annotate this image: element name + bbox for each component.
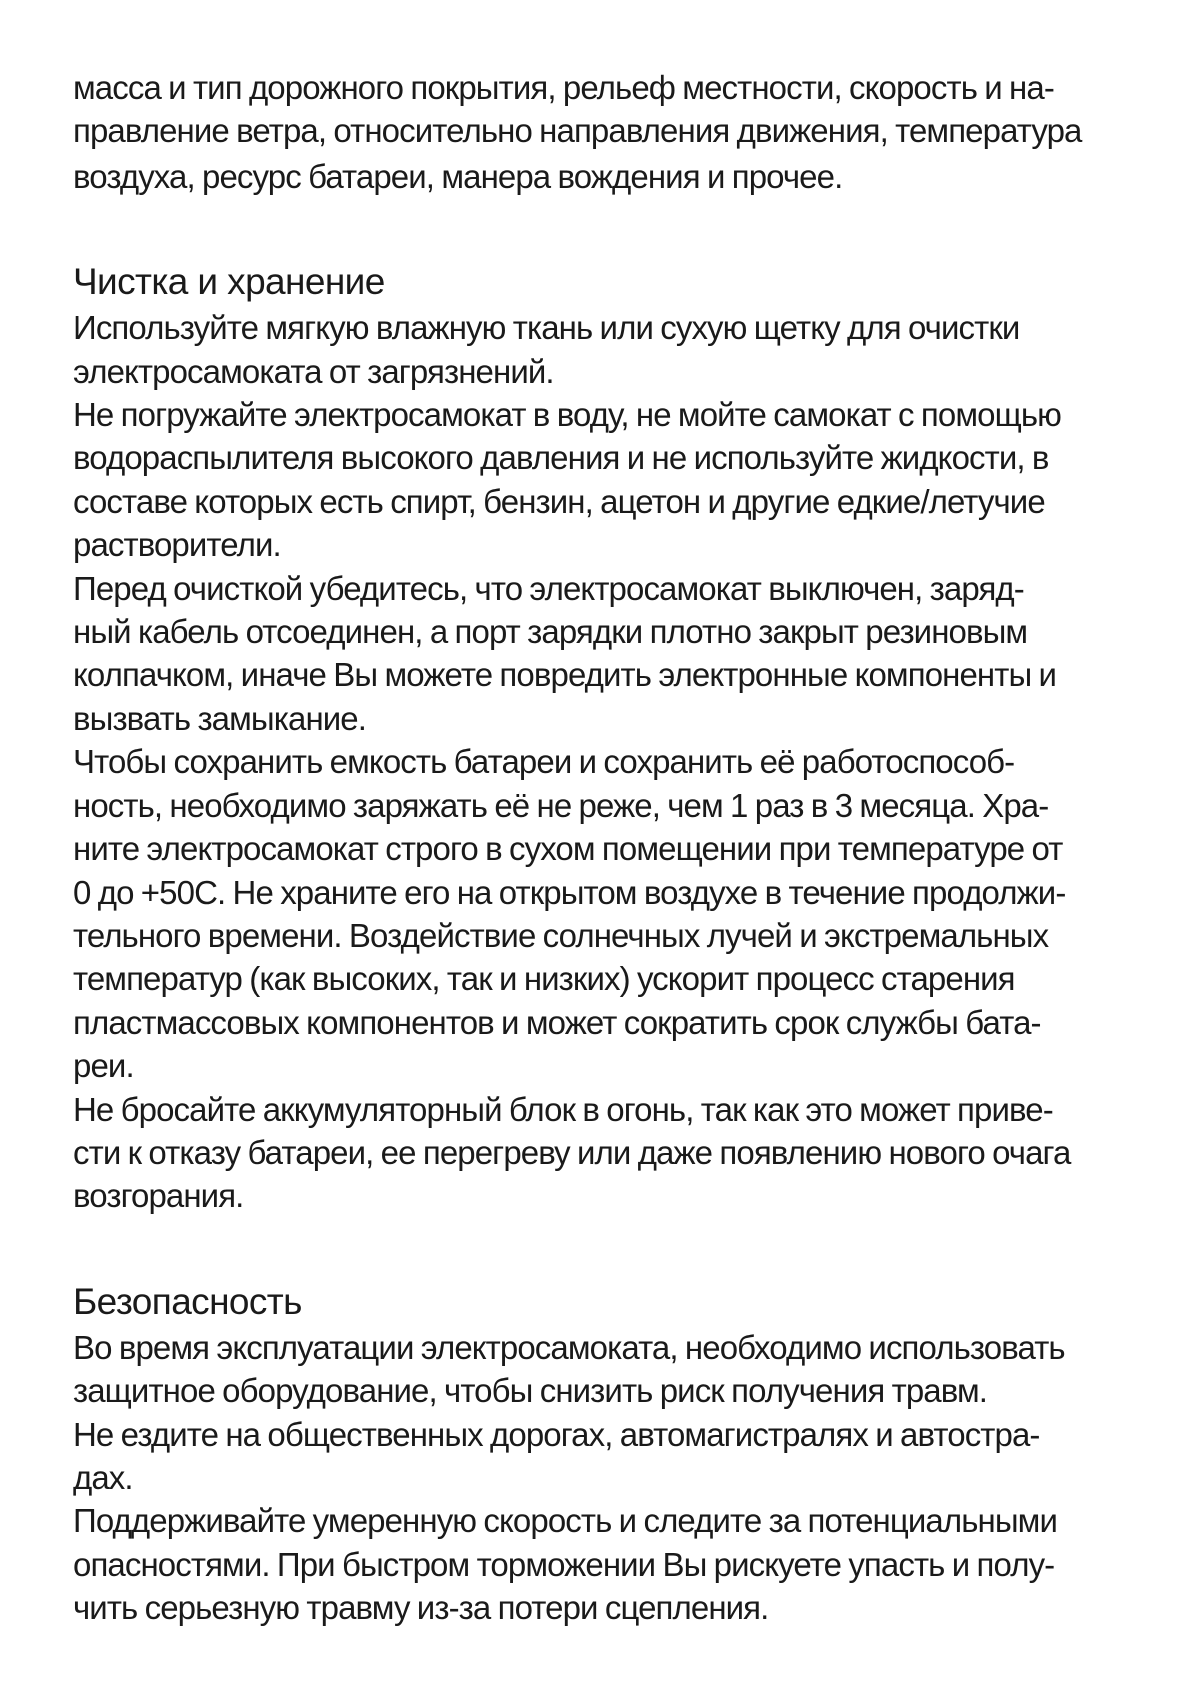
- text-line: Поддерживайте умеренную скорость и следите за потенциальными: [73, 1502, 1057, 1540]
- section-heading-cleaning: Чистка и хранение: [73, 261, 385, 303]
- text-line: 0 до +50С. Не храните его на открытом воздухе в течение продолжи-: [73, 873, 1066, 911]
- text-line: воздуха, ресурс батареи, манера вождения и прочее.: [73, 157, 843, 195]
- safety-section: [73, 1278, 1131, 1630]
- safety-paragraph-1: [73, 1326, 1131, 1413]
- cleaning-paragraph-5: [73, 1088, 1131, 1218]
- intro-paragraph: [73, 66, 1131, 198]
- text-line: тельного времени. Воздействие солнечных лучей и экстремальных: [73, 916, 1049, 954]
- text-line: Во время эксплуатации электросамоката, необходимо использовать: [73, 1328, 1065, 1366]
- text-line: Не погружайте электросамокат в воду, не мойте самокат с помощью: [73, 396, 1061, 434]
- text-line: масса и тип дорожного покрытия, рельеф местности, скорость и на-: [73, 69, 1054, 106]
- cleaning-section: [73, 258, 1131, 1218]
- text-line: составе которых есть спирт, бензин, ацетон и другие едкие/летучие: [73, 482, 1045, 520]
- text-line: сти к отказу батареи, ее перегреву или даже появлению нового очага: [73, 1133, 1071, 1171]
- text-line: опасностями. При быстром торможении Вы рискуете упасть и полу-: [73, 1545, 1055, 1583]
- text-line: Не бросайте аккумуляторный блок в огонь, так как это может приве-: [73, 1090, 1053, 1128]
- cleaning-paragraph-3: [73, 567, 1131, 741]
- text-line: вызвать замыкание.: [73, 699, 367, 737]
- text-line: ный кабель отсоединен, а порт зарядки плотно закрыт резиновым: [73, 613, 1028, 651]
- text-line: возгорания.: [73, 1177, 244, 1215]
- text-line: растворители.: [73, 526, 281, 564]
- safety-paragraph-3: [73, 1499, 1131, 1629]
- text-line: электросамоката от загрязнений.: [73, 352, 554, 390]
- text-line: Перед очисткой убедитесь, что электросамокат выключен, заряд-: [73, 569, 1024, 607]
- cleaning-paragraph-2: [73, 393, 1131, 567]
- text-line: правление ветра, относительно направления движения, температура: [73, 112, 1082, 150]
- text-line: реи.: [73, 1047, 134, 1085]
- text-line: ность, необходимо заряжать её не реже, чем 1 раз в 3 месяца. Хра-: [73, 786, 1049, 824]
- text-line: Не ездите на общественных дорогах, автомагистралях и автостра-: [73, 1415, 1040, 1453]
- text-line: колпачком, иначе Вы можете повредить электронные компоненты и: [73, 656, 1057, 694]
- cleaning-paragraph-1: [73, 306, 1131, 393]
- safety-paragraph-2: [73, 1413, 1131, 1500]
- text-line: Используйте мягкую влажную ткань или сухую щетку для очистки: [73, 309, 1020, 347]
- text-line: Чтобы сохранить емкость батареи и сохранить её работоспособ-: [73, 743, 1015, 781]
- section-heading-safety: Безопасность: [73, 1280, 302, 1322]
- text-line: пластмассовых компонентов и может сократить срок службы бата-: [73, 1003, 1041, 1041]
- text-line: чить серьезную травму из-за потери сцепления.: [73, 1589, 769, 1627]
- text-line: дах.: [73, 1458, 133, 1496]
- cleaning-paragraph-4: [73, 740, 1131, 1087]
- text-line: защитное оборудование, чтобы снизить риск получения травм.: [73, 1372, 988, 1410]
- document-page: [73, 66, 1131, 1630]
- text-line: температур (как высоких, так и низких) ускорит процесс старения: [73, 960, 1015, 998]
- text-line: ните электросамокат строго в сухом помещении при температуре от: [73, 830, 1063, 868]
- text-line: водораспылителя высокого давления и не используйте жидкости, в: [73, 439, 1049, 477]
